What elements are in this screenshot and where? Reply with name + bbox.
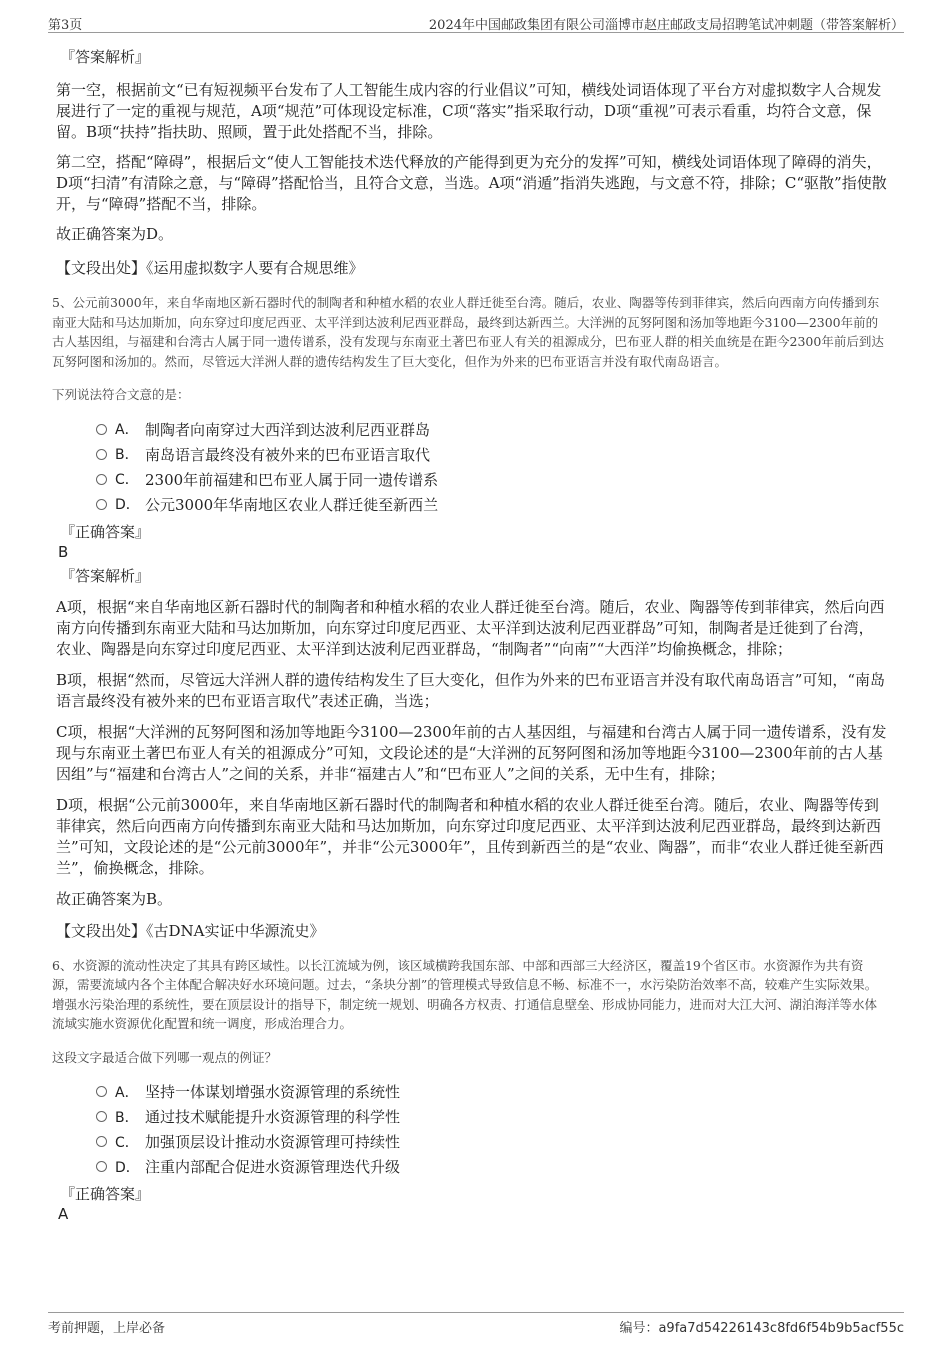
correct-answer: A — [58, 1205, 69, 1223]
answer-analysis-label: 『答案解析』 — [60, 48, 151, 66]
option-text: 通过技术赋能提升水资源管理的科学性 — [145, 1108, 401, 1126]
option-c[interactable]: C． 2300年前福建和巴布亚人属于同一遗传谱系 — [96, 467, 888, 492]
option-text: 加强顶层设计推动水资源管理可持续性 — [145, 1133, 401, 1151]
code-value: a9fa7d54226143c8fd6f54b9b5acf55c — [658, 1321, 904, 1336]
analysis-paragraph: A项，根据“来自华南地区新石器时代的制陶者和种植水稻的农业人群迁徙至台湾。随后，农业、陶器等传到菲律宾，然后向西南方向传播到东南亚大陆和马达加斯加，向东穿过印度尼西亚、太平洋到达波利尼西亚群岛”可知，制陶者是迁徙到了台湾，农业、陶器是向东穿过印度尼西亚、太平洋到达波利尼西亚群岛，“制陶者”“向南”“大西洋”均偷换概念，排除； — [56, 597, 885, 658]
correct-answer-label: 『正确答案』 — [60, 522, 151, 541]
radio-button-icon[interactable] — [96, 1136, 107, 1147]
analysis-paragraph: 第一空，根据前文“已有短视频平台发布了人工智能生成内容的行业倡议”可知，横线处词语体现了平台方对虚拟数字人合规发展进行了一定的重视与规范，A项“规范”可体现设定标准，C项“落实”指采取行动，D项“重视”可表示看重，均符合文意，保留。B项“扶持”指扶助、照顾，置于此处搭配不当，排除。 — [56, 81, 882, 141]
analysis-paragraph: D项，根据“公元前3000年，来自华南地区新石器时代的制陶者和种植水稻的农业人群迁徙至台湾。随后，农业、陶器等传到菲律宾，然后向西南方向传播到东南亚大陆和马达加斯加，向东穿过印度尼西亚、太平洋到达波利尼西亚群岛，最终到达新西兰”可知，文段论述的是“公元前3000年”，并非“公元3000年”，且传到新西兰的是“农业、陶器”，而非“农业人群迁徙至新西兰”，偷换概念，排除。 — [56, 795, 884, 877]
page-number: 第3页 — [48, 18, 83, 33]
source-citation: 【文段出处】《运用虚拟数字人要有合规思维》 — [56, 259, 364, 277]
option-text: 坚持一体谋划增强水资源管理的系统性 — [145, 1083, 401, 1101]
analysis-paragraph: C项，根据“大洋洲的瓦努阿图和汤加等地距今3100—2300年前的古人基因组，与福建和台湾古人属于同一遗传谱系，没有发现与东南亚土著巴布亚人有关的祖源成分”可知，文段论述的是“大洋洲的瓦努阿图和汤加等地距今3100—2300年前的古人基因组”与“福建和台湾古人”之间的关系，并非“福建古人”和“巴布亚人”之间的关系，无中生有，排除； — [56, 722, 887, 783]
radio-button-icon[interactable] — [96, 474, 107, 485]
option-d[interactable]: D． 公元3000年华南地区农业人群迁徙至新西兰 — [96, 492, 888, 517]
option-a[interactable]: A． 制陶者向南穿过大西洋到达波利尼西亚群岛 — [96, 417, 888, 442]
question-prompt: 下列说法符合文意的是： — [52, 387, 190, 402]
code-label: 编号： — [619, 1321, 659, 1336]
option-text: 注重内部配合促进水资源管理迭代升级 — [145, 1158, 401, 1176]
page-content — [52, 46, 888, 1223]
analysis-conclusion: 故正确答案为B。 — [56, 889, 173, 908]
radio-button-icon[interactable] — [96, 499, 107, 510]
option-c[interactable]: C． 加强顶层设计推动水资源管理可持续性 — [96, 1129, 888, 1154]
option-text: 公元3000年华南地区农业人群迁徙至新西兰 — [145, 495, 439, 514]
radio-button-icon[interactable] — [96, 1086, 107, 1097]
radio-button-icon[interactable] — [96, 1111, 107, 1122]
option-d[interactable]: D． 注重内部配合促进水资源管理迭代升级 — [96, 1154, 888, 1179]
analysis-paragraph: B项，根据“然而，尽管远大洋洲人群的遗传结构发生了巨大变化，但作为外来的巴布亚语言并没有取代南岛语言”可知，“南岛语言最终没有被外来的巴布亚语言取代”表述正确，当选； — [56, 670, 886, 710]
page-header — [48, 12, 904, 33]
document-title: 2024年中国邮政集团有限公司淄博市赵庄邮政支局招聘笔试冲刺题（带答案解析） — [428, 18, 904, 33]
page-footer — [48, 1312, 904, 1337]
answer-analysis-label: 『答案解析』 — [60, 566, 151, 585]
radio-button-icon[interactable] — [96, 449, 107, 460]
correct-answer-label: 『正确答案』 — [60, 1185, 151, 1203]
analysis-paragraph: 第二空，搭配“障碍”，根据后文“使人工智能技术迭代释放的产能得到更为充分的发挥”可知，横线处词语体现了障碍的消失，D项“扫清”有清除之意，与“障碍”搭配恰当，且符合文意，当选。A项“消遁”指消失逃跑，与文意不符，排除；C“驱散”指使散开，与“障碍”搭配不当，排除。 — [56, 153, 887, 213]
footer-slogan: 考前押题，上岸必备 — [48, 1321, 166, 1336]
document-code — [619, 1317, 904, 1336]
question-prompt: 这段文字最适合做下列哪一观点的例证？ — [52, 1049, 278, 1065]
question-stem: 6、水资源的流动性决定了其具有跨区域性。以长江流域为例，该区域横跨我国东部、中部和西部三大经济区，覆盖19个省区市。水资源作为共有资源，需要流域内各个主体配合解决好水环境问题。过去，“条块分割”的管理模式导致信息不畅、标准不一，水污染防治效率不高，较难产生实际效果。增强水污染治理的系统性，要在顶层设计的指导下，制定统一规划、明确各方权责、打通信息壁垒、形成协同能力，进而对大江大河、湖泊海洋等水体流域实施水资源优化配置和统一调度，形成治理合力。 — [52, 957, 878, 1031]
option-text: 2300年前福建和巴布亚人属于同一遗传谱系 — [145, 470, 439, 489]
radio-button-icon[interactable] — [96, 1161, 107, 1172]
option-a[interactable]: A． 坚持一体谋划增强水资源管理的系统性 — [96, 1079, 888, 1104]
option-list — [96, 417, 888, 517]
option-list — [96, 1079, 888, 1179]
analysis-conclusion: 故正确答案为D。 — [56, 225, 174, 243]
option-b[interactable]: B． 通过技术赋能提升水资源管理的科学性 — [96, 1104, 888, 1129]
correct-answer: B — [58, 542, 69, 561]
option-b[interactable]: B． 南岛语言最终没有被外来的巴布亚语言取代 — [96, 442, 888, 467]
radio-button-icon[interactable] — [96, 424, 107, 435]
option-text: 南岛语言最终没有被外来的巴布亚语言取代 — [145, 445, 431, 464]
source-citation: 【文段出处】《古DNA实证中华源流史》 — [56, 921, 325, 940]
question-stem: 5、公元前3000年，来自华南地区新石器时代的制陶者和种植水稻的农业人群迁徙至台湾。随后，农业、陶器等传到菲律宾，然后向西南方向传播到东南亚大陆和马达加斯加，向东穿过印度尼西亚、太平洋到达波利尼西亚群岛，最终到达新西兰。大洋洲的瓦努阿图和汤加等地距今3100—2300年前的古人基因组，与福建和台湾古人属于同一遗传谱系，没有发现与东南亚土著巴布亚人有关的祖源成分，巴布亚人群的相关血统是在距今2300年前后到达瓦努阿图和汤加的。然而，尽管远大洋洲人群的遗传结构发生了巨大变化，但作为外来的巴布亚语言并没有取代南岛语言。 — [52, 295, 884, 369]
option-text: 制陶者向南穿过大西洋到达波利尼西亚群岛 — [145, 420, 431, 439]
